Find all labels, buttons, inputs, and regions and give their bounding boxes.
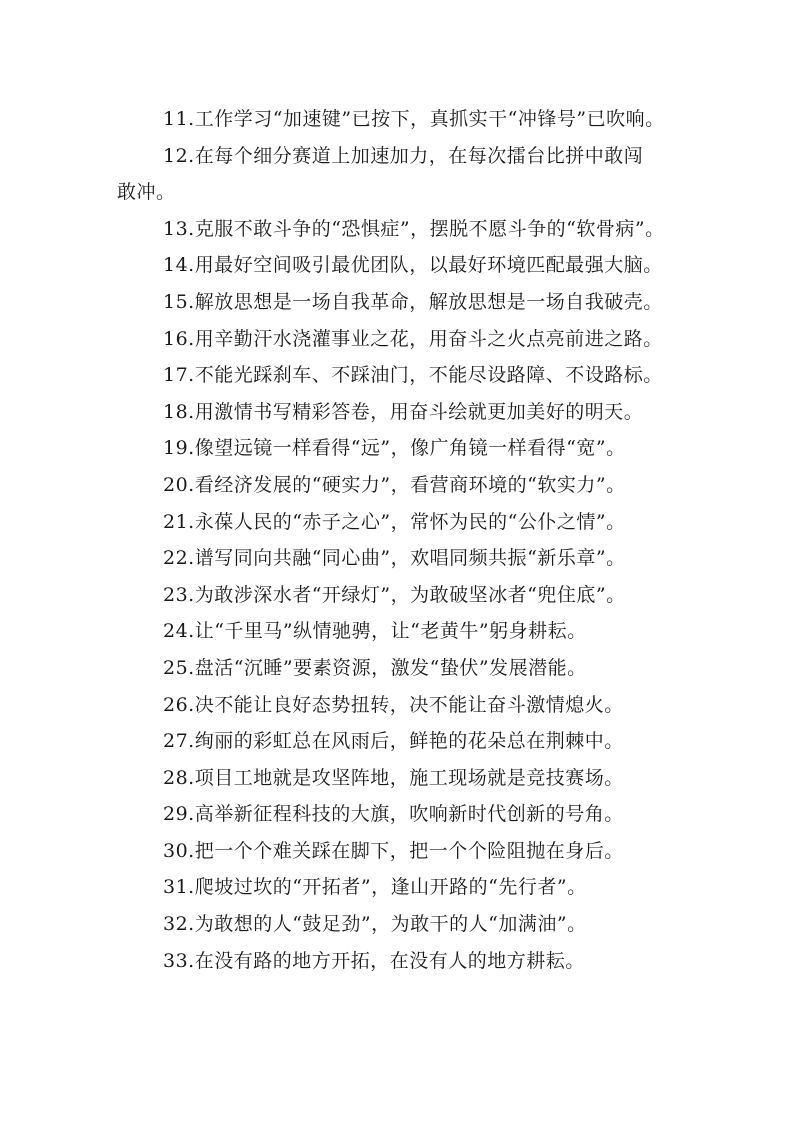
list-item: 15.解放思想是一场自我革命，解放思想是一场自我破壳。 [163,290,663,313]
list-item: 19.像望远镜一样看得“远”，像广角镜一样看得“宽”。 [163,437,626,460]
list-item: 12.在每个细分赛道上加速加力，在每次擂台比拼中敢闯 [163,144,644,167]
list-item: 14.用最好空间吸引最优团队，以最好环境匹配最强大脑。 [163,254,663,277]
list-item: 23.为敢涉深水者“开绿灯”，为敢破坚冰者“兜住底”。 [163,583,626,606]
list-item: 28.项目工地就是攻坚阵地，施工现场就是竞技赛场。 [163,766,624,789]
list-item: 27.绚丽的彩虹总在风雨后，鲜艳的花朵总在荆棘中。 [163,730,624,753]
list-item: 25.盘活“沉睡”要素资源，激发“蛰伏”发展潜能。 [163,656,587,679]
list-item: 32.为敢想的人“鼓足劲”，为敢干的人“加满油”。 [163,913,587,936]
list-item: 30.把一个个难关踩在脚下，把一个个险阻抛在身后。 [163,839,624,862]
list-item: 20.看经济发展的“硬实力”，看营商环境的“软实力”。 [163,473,626,496]
list-item: 11.工作学习“加速键”已按下，真抓实干“冲锋号”已吹响。 [163,108,665,130]
list-item: 17.不能光踩刹车、不踩油门，不能尽设路障、不设路标。 [163,364,663,387]
list-item: 29.高举新征程科技的大旗，吹响新时代创新的号角。 [163,803,624,826]
list-item: 16.用辛勤汗水浇灌事业之花，用奋斗之火点亮前进之路。 [163,327,663,350]
list-item: 13.克服不敢斗争的“恐惧症”，摆脱不愿斗争的“软骨病”。 [163,217,665,240]
list-item: 18.用激情书写精彩答卷，用奋斗绘就更加美好的明天。 [163,400,644,423]
list-item: 31.爬坡过坎的“开拓者”，逢山开路的“先行者”。 [163,876,587,899]
document-body [117,101,697,979]
list-item: 24.让“千里马”纵情驰骋，让“老黄牛”躬身耕耘。 [163,620,587,643]
list-item: 33.在没有路的地方开拓，在没有人的地方耕耘。 [163,949,585,972]
list-item: 22.谱写同向共融“同心曲”，欢唱同频共振“新乐章”。 [163,547,626,570]
list-item: 26.决不能让良好态势扭转，决不能让奋斗激情熄火。 [163,693,624,716]
list-item: 21.永葆人民的“赤子之心”，常怀为民的“公仆之情”。 [163,510,626,533]
list-item-continuation: 敢冲。 [117,181,176,204]
